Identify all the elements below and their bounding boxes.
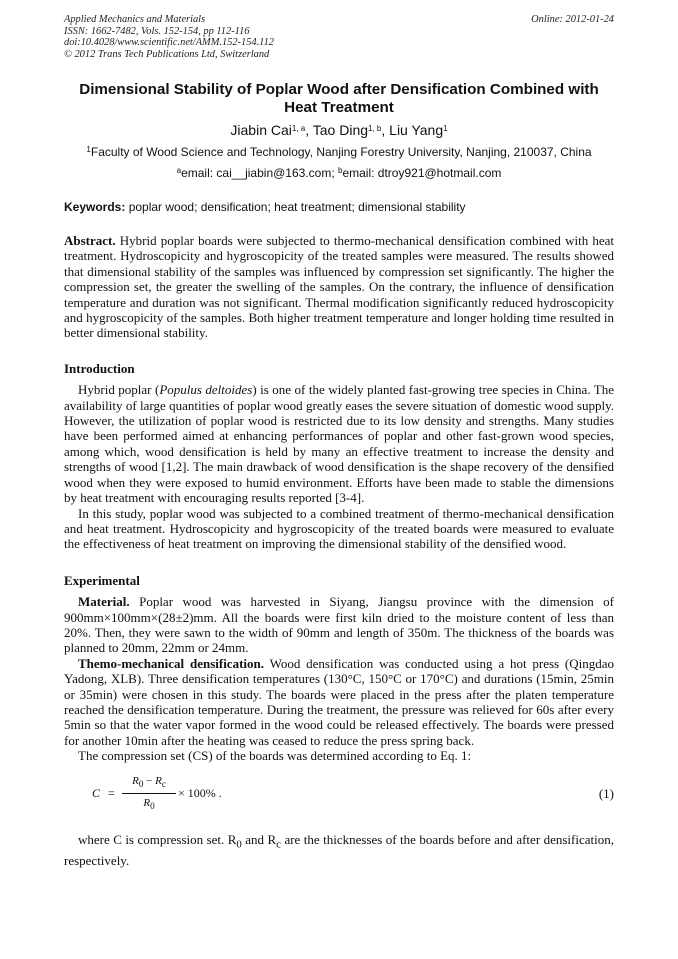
densification-label: Themo-mechanical densification. — [78, 655, 265, 671]
email-b: email: dtroy921@hotmail.com — [342, 166, 502, 180]
email-sup-a: a — [176, 166, 182, 175]
section-heading-experimental: Experimental — [64, 572, 140, 588]
where-sub-0: 0 — [236, 838, 242, 851]
densification-paragraph — [64, 656, 614, 748]
keywords-label: Keywords: — [64, 200, 126, 214]
affiliation — [64, 145, 614, 159]
material-label: Material. — [78, 594, 130, 610]
keywords — [64, 200, 614, 214]
where-text-a: where C is compression set. R — [78, 831, 237, 847]
author-affil-sup: 1, b — [368, 124, 382, 133]
equation-multiplier: × 100% . — [178, 785, 222, 800]
eq-sub: 0 — [138, 778, 144, 789]
intro-paragraph-2: In this study, poplar wood was subjected to a combined treatment of thermo-mechanical densification and heat treatment. Hydroscopicity and hygroscopicity of the treated boards were measured to evaluate the effectiveness of heat treatment on improving the dimensional stability of the densified wood. — [64, 505, 614, 552]
author-emails — [64, 166, 614, 180]
equation-1 — [64, 774, 614, 824]
eq-var: R — [143, 796, 151, 809]
where-paragraph — [64, 832, 614, 868]
author-name: Tao Ding — [312, 122, 369, 138]
eq-var: R — [132, 774, 139, 787]
intro-p1-text-b: ) is one of the widely planted fast-growing tree species in China. The availability of large quantities of poplar wood greatly eases the severe situation of domestic wood supply. However, the utilization of poplar wood is restricted due to its low density and strengths. Many studies have been performed aimed at enhancing performances of poplar and other fast-grown wood species, among which, wood densification is held by many an effective treatment to increase the density and strengths of wood [1,2]. The main drawback of wood densification is the shape recovery of the densified wood when they were exposed to humid environment. Efforts have been made to stable the dimensions by heat treatment with encouraging results reported [3-4]. — [64, 382, 615, 506]
equation-fraction — [122, 774, 176, 813]
species-name: Populus deltoides — [159, 382, 253, 398]
equation-lhs: C — [92, 785, 101, 800]
author-name: Jiabin Cai — [230, 122, 292, 138]
journal-header — [64, 14, 614, 60]
author-affil-sup: 1, a — [291, 124, 306, 133]
eq-sub: 0 — [150, 800, 155, 811]
abstract-text: Hybrid poplar boards were subjected to thermo-mechanical densification combined with heat treatment. Hydroscopicity and hygroscopicity of the treated samples were measured. The results showed that dimensional stability of the samples was influenced by compression set significantly. The higher the compression set, the greater the swelling of the samples. On the contrary, the influence of densification temperature and duration was not significant. Thermal modification significantly reduced hydroscopicity and hygroscopicity of the samples. Both higher treatment temperature and longer holding time resulted in better dimensional stability. — [64, 233, 614, 341]
paper-title: Dimensional Stability of Poplar Wood after Densification Combined with Heat Treatment — [79, 81, 599, 116]
equation-number: (1) — [598, 785, 614, 801]
keywords-text: poplar wood; densification; heat treatment; dimensional stability — [125, 200, 466, 214]
densification-text: Wood densification was conducted using a hot press (Qingdao Yadong, XLB). Three densification temperatures (130°C, 150°C or 170°C) and durations (15min, 25min or 35min) were chosen in this study. The boards were placed in the press after the platen temperature reached the densification temperature. During the treatment, the pressure was relieved for 60s after every 5min so that the water vapor formed in the wood could be released effectively. The boards were pressed for another 10min after the heating was ceased to reduce the press spring back. — [64, 655, 615, 748]
where-sub-c: c — [276, 838, 281, 851]
eq-sub: c — [161, 778, 166, 789]
author-separator: , — [305, 122, 313, 138]
abstract — [64, 233, 614, 341]
compression-set-paragraph: The compression set (CS) of the boards was determined according to Eq. 1: — [78, 748, 472, 764]
equation-equals: = — [108, 785, 115, 800]
where-text-b: and R — [241, 831, 277, 847]
eq-var: R — [155, 774, 162, 787]
journal-copyright: © 2012 Trans Tech Publications Ltd, Switzerland — [64, 48, 270, 60]
equation-numerator — [122, 774, 176, 791]
abstract-label: Abstract. — [64, 233, 116, 248]
email-a: email: cai__jiabin@163.com; — [181, 166, 338, 180]
email-sup-b: b — [338, 166, 343, 175]
where-text-c: are the thicknesses of the boards before and after densification, respectively. — [64, 831, 614, 868]
affiliation-text: Faculty of Wood Science and Technology, Nanjing Forestry University, Nanjing, 210037, China — [90, 145, 592, 159]
author-affil-sup: 1 — [443, 124, 448, 133]
journal-issn: ISSN: 1662-7482, Vols. 152-154, pp 112-116 — [64, 25, 250, 37]
section-heading-introduction: Introduction — [64, 360, 135, 376]
author-list — [64, 122, 614, 139]
equation-denominator — [122, 796, 176, 813]
author-separator: , — [381, 122, 390, 138]
fraction-bar — [122, 793, 176, 794]
intro-paragraph-1 — [64, 382, 614, 505]
journal-doi: doi:10.4028/www.scientific.net/AMM.152-154.112 — [64, 37, 274, 48]
intro-p1-text-a: Hybrid poplar ( — [78, 382, 160, 398]
paper-page — [64, 14, 614, 868]
author-name: Liu Yang — [389, 122, 444, 138]
online-date: Online: 2012-01-24 — [531, 14, 614, 25]
material-paragraph — [64, 594, 614, 656]
affiliation-sup: 1 — [86, 145, 91, 154]
journal-name: Applied Mechanics and Materials — [64, 14, 206, 25]
eq-minus: − — [143, 774, 156, 787]
material-text: Poplar wood was harvested in Siyang, Jiangsu province with the dimension of 900mm×100mm×(28±2)mm. All the boards were first kiln dried to the moisture content of less than 20%. Then, they were sawn to the width of 90mm and length of 350m. The thickness of the boards was planned to 20mm, 22mm or 24mm. — [64, 594, 614, 656]
